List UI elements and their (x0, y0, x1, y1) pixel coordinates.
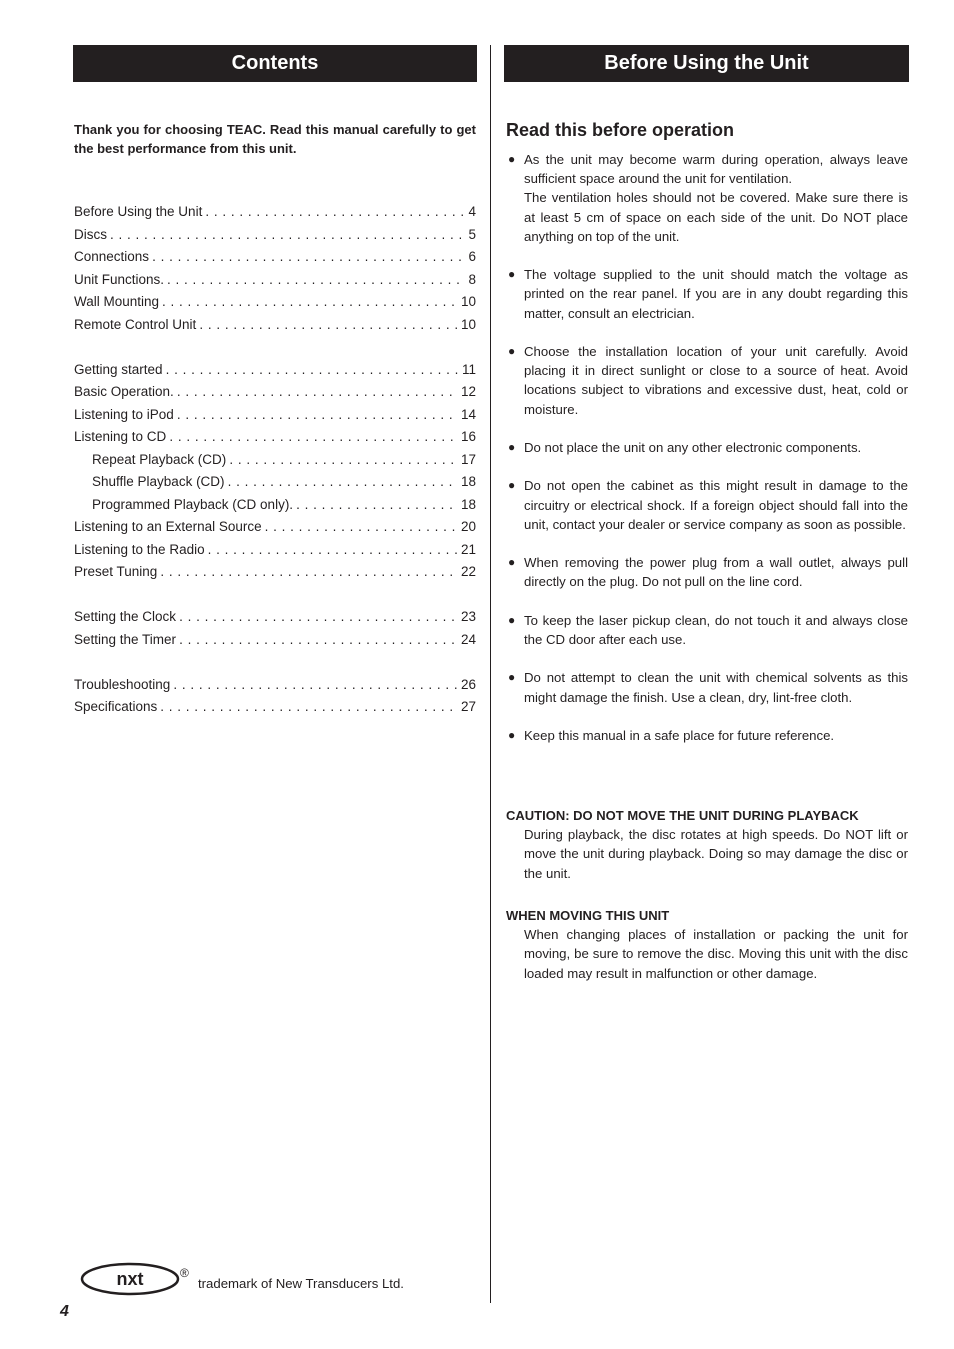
toc-leader-dots (162, 291, 458, 314)
bullet-text: Do not place the unit on any other electronic components. (524, 440, 862, 455)
bullet-item (506, 150, 908, 246)
bullet-item (506, 668, 908, 706)
toc-leader-dots (167, 269, 465, 292)
toc-entry-page: 26 (460, 676, 476, 692)
bullet-dot-icon: ● (508, 478, 516, 493)
toc-entry-title: Setting the Timer (74, 631, 177, 647)
registered-mark: ® (180, 1266, 189, 1280)
toc-leader-dots (177, 381, 458, 404)
bullet-item (506, 476, 908, 534)
table-of-contents (74, 201, 476, 719)
section-title: Read this before operation (506, 120, 735, 140)
toc-leader-dots (205, 201, 465, 224)
toc-leader-dots (110, 224, 465, 247)
toc-entry (74, 224, 476, 247)
toc-entry-page: 18 (460, 474, 476, 489)
toc-spacer (74, 651, 476, 674)
toc-entry-page: 11 (461, 361, 476, 377)
bullet-text: The ventilation holes should not be covered. Make sure there is at least 5 cm of space on each side of the unit. Do NOT place anything on top of the unit. (524, 190, 908, 244)
logo-text: nxt (116, 1269, 144, 1289)
toc-leader-dots (179, 606, 458, 629)
toc-entry-page: 24 (460, 631, 476, 647)
toc-entry-title: Setting the Clock (74, 609, 177, 624)
bullet-dot-icon: ● (508, 267, 516, 282)
trademark-text: trademark of New Transducers Ltd. (198, 1276, 404, 1291)
toc-entry-title: Wall Mounting (74, 294, 160, 309)
toc-entry-title: Listening to CD (74, 429, 167, 444)
bullet-text: Do not open the cabinet as this might result in damage to the circuitry or electrical shock. If a foreign object should fall into the unit, contact your dealer or service company as soon as possible. (524, 478, 908, 532)
toc-entry-page: 17 (460, 451, 476, 467)
toc-entry-title: Unit Functions. (74, 271, 165, 287)
bullet-list (506, 150, 908, 764)
intro-text: Thank you for choosing TEAC. Read this manual carefully to get the best performance from this unit. (74, 122, 476, 156)
toc-entry-page: 22 (460, 564, 476, 579)
toc-entry-page: 14 (460, 406, 476, 422)
caution-block (506, 806, 908, 883)
toc-entry-title: Listening to an External Source (74, 519, 262, 534)
toc-leader-dots (265, 516, 458, 539)
toc-entry (74, 291, 476, 314)
toc-leader-dots (228, 471, 458, 494)
toc-entry-page: 20 (460, 519, 476, 534)
bullet-dot-icon: ● (508, 152, 516, 166)
toc-entry (74, 471, 476, 494)
toc-entry-title: Shuffle Playback (CD) (92, 474, 225, 489)
bullet-dot-icon: ● (508, 612, 516, 627)
toc-entry-page: 12 (460, 384, 476, 399)
caution-body: During playback, the disc rotates at high speeds. Do NOT lift or move the unit during playback. Doing so may damage the disc or the unit. (524, 827, 908, 881)
toc-entry (74, 629, 476, 652)
toc-entry (74, 426, 476, 449)
nxt-logo (80, 1260, 200, 1300)
toc-entry-title: Getting started (74, 361, 163, 377)
toc-leader-dots (169, 426, 458, 449)
toc-entry-page: 18 (460, 496, 476, 512)
moving-block (506, 906, 908, 983)
bullet-dot-icon: ● (508, 344, 516, 358)
caution-heading: CAUTION: DO NOT MOVE THE UNIT DURING PLAYBACK (506, 808, 859, 823)
bullet-item (506, 611, 908, 649)
bullet-dot-icon: ● (508, 670, 516, 685)
toc-entry (74, 539, 476, 562)
bullet-item (506, 342, 908, 419)
toc-entry (74, 561, 476, 584)
toc-entry (74, 404, 476, 427)
toc-entry (74, 246, 476, 269)
toc-leader-dots (152, 246, 465, 269)
toc-entry-title: Listening to the Radio (74, 541, 205, 557)
toc-entry-title: Basic Operation. (74, 384, 174, 399)
toc-leader-dots (173, 674, 458, 697)
toc-entry-title: Programmed Playback (CD only). (92, 496, 294, 512)
bullet-text: When removing the power plug from a wall outlet, always pull directly on the plug. Do not pull on the line cord. (524, 555, 908, 590)
toc-leader-dots (160, 561, 458, 584)
toc-spacer (74, 584, 476, 607)
toc-spacer (74, 336, 476, 359)
page-number: 4 (60, 1303, 69, 1320)
toc-leader-dots (229, 449, 458, 472)
toc-entry-title: Connections (74, 249, 150, 264)
bullet-dot-icon: ● (508, 440, 516, 454)
toc-entry-title: Specifications (74, 699, 158, 714)
toc-entry-title: Listening to iPod (74, 406, 174, 422)
toc-entry-page: 5 (468, 226, 476, 242)
moving-body: When changing places of installation or packing the unit for moving, be sure to remove the disc. Moving this unit with the disc loaded may result in malfunction or other damage. (524, 927, 908, 981)
contents-header: Contents (73, 45, 477, 82)
toc-entry-page: 27 (460, 699, 476, 714)
toc-leader-dots (179, 629, 458, 652)
bullet-item (506, 726, 908, 745)
toc-entry (74, 494, 476, 517)
toc-entry-title: Remote Control Unit (74, 316, 197, 332)
toc-entry (74, 674, 476, 697)
before-using-header: Before Using the Unit (504, 45, 909, 82)
toc-entry-page: 16 (460, 429, 476, 444)
toc-entry (74, 269, 476, 292)
toc-entry-title: Preset Tuning (74, 564, 158, 579)
bullet-dot-icon: ● (508, 727, 516, 742)
toc-entry-page: 23 (460, 609, 476, 624)
bullet-text: The voltage supplied to the unit should match the voltage as printed on the rear panel. If you are in any doubt regarding this matter, consult an electrician. (524, 267, 908, 321)
bullet-text: As the unit may become warm during operation, always leave sufficient space around the unit for ventilation. (524, 152, 908, 187)
toc-entry (74, 359, 476, 382)
bullet-text: Do not attempt to clean the unit with chemical solvents as this might damage the finish. Use a clean, dry, lint-free cloth. (524, 670, 908, 705)
bullet-item (506, 553, 908, 591)
toc-entry-page: 8 (468, 271, 476, 287)
toc-entry-page: 6 (468, 249, 476, 264)
column-divider (490, 45, 491, 1303)
bullet-item (506, 265, 908, 323)
bullet-dot-icon: ● (508, 555, 516, 570)
toc-entry (74, 606, 476, 629)
bullet-text: Choose the installation location of your unit carefully. Avoid placing it in direct sunlight or close to a source of heat. Avoid locations subject to vibrations and excessive dust, heat, cold or moisture. (524, 344, 908, 417)
toc-entry (74, 696, 476, 719)
toc-entry-page: 10 (460, 294, 476, 309)
toc-leader-dots (160, 696, 458, 719)
toc-entry-page: 10 (460, 316, 476, 332)
toc-entry (74, 381, 476, 404)
toc-entry-page: 4 (468, 204, 476, 219)
toc-leader-dots (199, 314, 458, 337)
toc-entry (74, 201, 476, 224)
bullet-text: To keep the laser pickup clean, do not touch it and always close the CD door after each use. (524, 612, 908, 647)
toc-entry-page: 21 (460, 541, 476, 557)
toc-leader-dots (177, 404, 458, 427)
toc-entry-title: Repeat Playback (CD) (92, 451, 227, 467)
bullet-item (506, 438, 908, 457)
toc-leader-dots (208, 539, 458, 562)
toc-entry (74, 449, 476, 472)
bullet-text: Keep this manual in a safe place for future reference. (524, 727, 835, 743)
toc-entry-title: Discs (74, 226, 107, 242)
toc-leader-dots (296, 494, 458, 517)
toc-entry (74, 516, 476, 539)
toc-leader-dots (166, 359, 459, 382)
toc-entry-title: Troubleshooting (74, 676, 171, 692)
moving-heading: WHEN MOVING THIS UNIT (506, 908, 670, 923)
toc-entry (74, 314, 476, 337)
toc-entry-title: Before Using the Unit (74, 204, 203, 219)
